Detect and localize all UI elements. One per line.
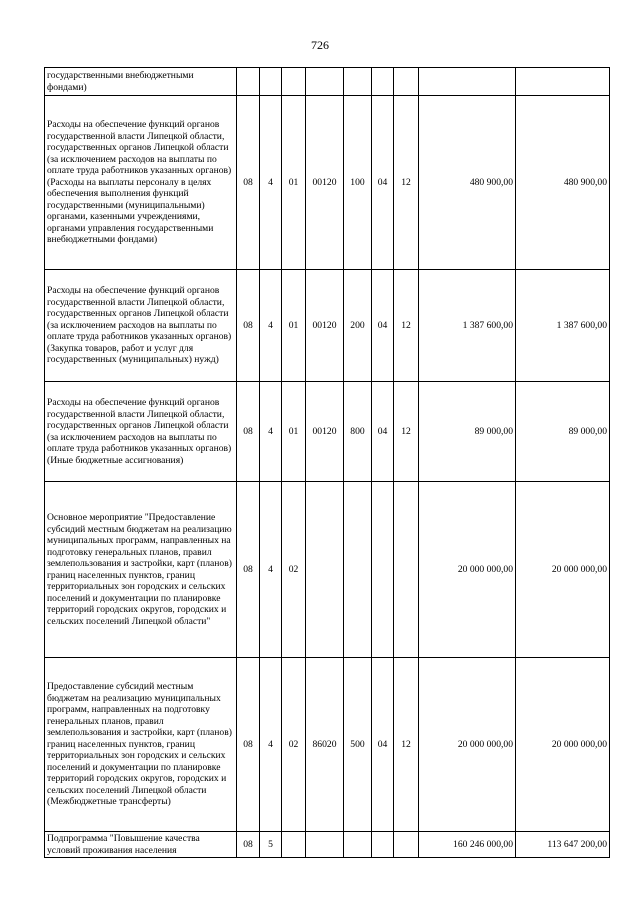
- subprogram-cell: 01: [282, 96, 306, 270]
- subsection-cell: [394, 832, 419, 858]
- row-name: Основное мероприятие "Предоставление субсидий местным бюджетам на реализацию муниципальных программ, направленных на подготовку генеральных планов, правил землепользования и застройки, карт (планов) границ населенных пунктов, границ территориальных зон городских и сельских поселений и документации по планировке территорий городских округов, городских и сельских поселений Липецкой области": [45, 482, 237, 658]
- amount-cell-1: 20 000 000,00: [419, 482, 516, 658]
- amount-cell-2: 480 900,00: [516, 96, 610, 270]
- table-row: [45, 270, 610, 382]
- table-row: [45, 658, 610, 832]
- row-name: Расходы на обеспечение функций органов государственной власти Липецкой области, государственных органов Липецкой области (за исключением расходов на выплаты по оплате труда работников указанных органов) (Иные бюджетные ассигнования): [45, 382, 237, 482]
- direction-cell: [306, 68, 344, 96]
- row-name: Подпрограмма "Повышение качества условий проживания населения: [45, 832, 237, 858]
- amount-cell-2: 113 647 200,00: [516, 832, 610, 858]
- section-cell: [372, 68, 394, 96]
- amount-cell-2: 20 000 000,00: [516, 482, 610, 658]
- table-row: [45, 96, 610, 270]
- row-name: Расходы на обеспечение функций органов государственной власти Липецкой области, государственных органов Липецкой области (за исключением расходов на выплаты по оплате труда работников указанных органов) (Расходы на выплаты персоналу в целях обеспечения выполнения функций государственными (муниципальными) органами, казенными учреждениями, органами управления государственными внебюджетными фондами): [45, 96, 237, 270]
- expense-type-cell: [344, 482, 372, 658]
- amount-cell-1: 1 387 600,00: [419, 270, 516, 382]
- program-cell: 4: [260, 658, 282, 832]
- row-name: Предоставление субсидий местным бюджетам на реализацию муниципальных программ, направленных на подготовку генеральных планов, правил землепользования и застройки, карт (планов) границ населенных пунктов, границ территориальных зон городских и сельских поселений и документации по планировке территорий городских округов, городских и сельских поселений Липецкой области (Межбюджетные трансферты): [45, 658, 237, 832]
- subprogram-cell: 02: [282, 658, 306, 832]
- section-cell: [372, 832, 394, 858]
- expense-type-cell: 200: [344, 270, 372, 382]
- subsection-cell: 12: [394, 658, 419, 832]
- program-cell: [260, 68, 282, 96]
- table-row: [45, 482, 610, 658]
- program-cell: 4: [260, 482, 282, 658]
- direction-cell: [306, 482, 344, 658]
- section-cell: 04: [372, 270, 394, 382]
- subprogram-cell: 01: [282, 270, 306, 382]
- amount-cell-2: 20 000 000,00: [516, 658, 610, 832]
- amount-cell-2: 89 000,00: [516, 382, 610, 482]
- table-row: [45, 382, 610, 482]
- amount-cell-1: 89 000,00: [419, 382, 516, 482]
- program-cell: 4: [260, 270, 282, 382]
- chapter-cell: 08: [237, 96, 260, 270]
- subsection-cell: 12: [394, 96, 419, 270]
- chapter-cell: 08: [237, 658, 260, 832]
- amount-cell-2: 1 387 600,00: [516, 270, 610, 382]
- amount-cell-1: [419, 68, 516, 96]
- section-cell: 04: [372, 658, 394, 832]
- subprogram-cell: [282, 68, 306, 96]
- amount-cell-1: 160 246 000,00: [419, 832, 516, 858]
- subsection-cell: [394, 482, 419, 658]
- program-cell: 4: [260, 96, 282, 270]
- direction-cell: 86020: [306, 658, 344, 832]
- expense-type-cell: 500: [344, 658, 372, 832]
- direction-cell: 00120: [306, 96, 344, 270]
- chapter-cell: 08: [237, 832, 260, 858]
- direction-cell: 00120: [306, 382, 344, 482]
- chapter-cell: 08: [237, 270, 260, 382]
- row-name: Расходы на обеспечение функций органов государственной власти Липецкой области, государственных органов Липецкой области (за исключением расходов на выплаты по оплате труда работников указанных органов) (Закупка товаров, работ и услуг для государственных (муниципальных) нужд): [45, 270, 237, 382]
- expense-type-cell: 100: [344, 96, 372, 270]
- table-row: [45, 832, 610, 858]
- subprogram-cell: [282, 832, 306, 858]
- amount-cell-1: 480 900,00: [419, 96, 516, 270]
- chapter-cell: 08: [237, 382, 260, 482]
- expense-type-cell: 800: [344, 382, 372, 482]
- subprogram-cell: 01: [282, 382, 306, 482]
- amount-cell-2: [516, 68, 610, 96]
- section-cell: 04: [372, 96, 394, 270]
- direction-cell: 00120: [306, 270, 344, 382]
- row-name: государственными внебюджетными фондами): [45, 68, 237, 96]
- expense-type-cell: [344, 832, 372, 858]
- direction-cell: [306, 832, 344, 858]
- subsection-cell: 12: [394, 270, 419, 382]
- section-cell: 04: [372, 382, 394, 482]
- chapter-cell: 08: [237, 482, 260, 658]
- expense-type-cell: [344, 68, 372, 96]
- page-number: 726: [311, 38, 329, 52]
- chapter-cell: [237, 68, 260, 96]
- table-row: [45, 68, 610, 96]
- subsection-cell: 12: [394, 382, 419, 482]
- subsection-cell: [394, 68, 419, 96]
- amount-cell-1: 20 000 000,00: [419, 658, 516, 832]
- section-cell: [372, 482, 394, 658]
- budget-table: [44, 67, 610, 858]
- program-cell: 4: [260, 382, 282, 482]
- subprogram-cell: 02: [282, 482, 306, 658]
- program-cell: 5: [260, 832, 282, 858]
